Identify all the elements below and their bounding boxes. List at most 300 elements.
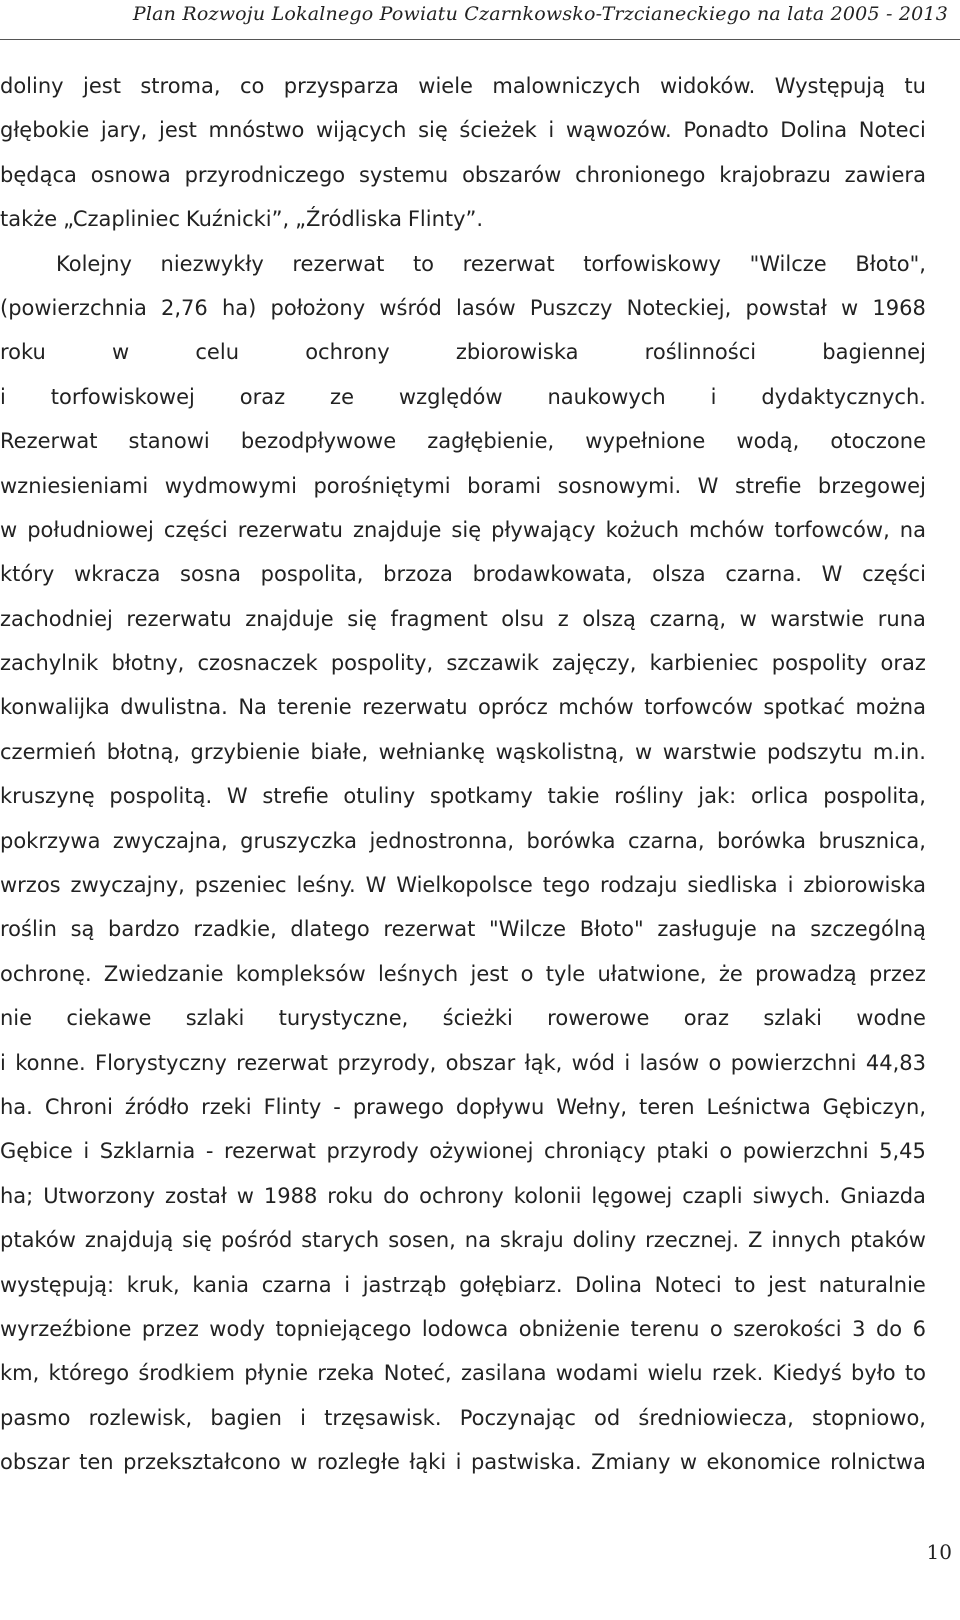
word: lasów — [455, 295, 516, 320]
word: W — [697, 473, 719, 498]
word: stroma, — [140, 74, 221, 98]
word: to — [412, 251, 435, 276]
word: bagien — [210, 1405, 282, 1430]
word: którego — [48, 1361, 130, 1386]
word: czosnaczek — [197, 651, 318, 676]
word: wypełnione — [585, 429, 706, 454]
word: roku — [327, 1183, 374, 1208]
word: Występują — [774, 74, 885, 98]
word: zasilana — [460, 1361, 547, 1386]
word: błotną, — [106, 739, 180, 764]
word: rolnictwa — [830, 1450, 926, 1475]
word: przyrody, — [337, 1050, 437, 1075]
word: sosnowymi. — [557, 473, 682, 498]
word: czarna — [261, 1272, 332, 1297]
word: strefie — [734, 473, 802, 498]
text-line — [0, 1085, 926, 1129]
word: występują: — [0, 1272, 115, 1297]
text-line — [0, 1218, 926, 1262]
word: Gniazda — [840, 1183, 926, 1208]
word: jest — [158, 118, 197, 143]
word: się — [347, 606, 377, 631]
word: pospolity, — [330, 651, 434, 676]
word: wodne — [856, 1006, 926, 1031]
word: rzeki — [201, 1094, 252, 1119]
word: ciekawe — [66, 1006, 152, 1031]
word: rezerwat — [462, 251, 555, 276]
word: rzeka — [317, 1361, 375, 1386]
word: i — [455, 1450, 462, 1475]
word: kruszynę — [0, 784, 95, 809]
word: znajduje — [245, 606, 334, 631]
word: czarną, — [649, 606, 727, 631]
word: bagiennej — [822, 340, 926, 365]
word: Na — [238, 695, 267, 720]
word: na — [899, 517, 926, 542]
word: lasów — [639, 1050, 700, 1075]
word: Kuźnicki”, — [185, 207, 290, 232]
word: Błoto" — [579, 917, 644, 942]
word: rezerwatu — [362, 695, 468, 720]
word: ścieżek — [459, 118, 537, 143]
word: można — [855, 695, 926, 720]
text-line — [0, 242, 926, 286]
word: olsu — [501, 606, 545, 631]
text-line — [0, 1041, 926, 1085]
word: kompleksów — [235, 961, 366, 986]
word: Leśnictwa — [706, 1094, 811, 1119]
word: 6 — [912, 1316, 926, 1341]
text-line — [0, 597, 926, 641]
word: obszar — [445, 1050, 516, 1075]
page-header — [0, 0, 960, 50]
word: o — [708, 1050, 722, 1075]
text-line — [0, 108, 926, 152]
word: W — [226, 784, 248, 809]
word: także — [0, 207, 58, 232]
word: Kiedyś — [772, 1361, 842, 1386]
word: powierzchni — [742, 1139, 869, 1164]
word: szlaki — [185, 1006, 245, 1031]
word: borówka — [716, 828, 807, 853]
word: mchów — [689, 517, 765, 542]
word: łąki — [409, 1450, 447, 1475]
word: szczególną — [810, 917, 926, 942]
word: rzadkie, — [193, 917, 277, 942]
word: Dolina — [780, 118, 848, 143]
word: rezerwat — [223, 1139, 316, 1164]
word: borówka — [526, 828, 616, 853]
word: Błoto", — [855, 251, 926, 276]
word: rezerwatu — [126, 606, 232, 631]
word: Szklarnia — [99, 1139, 196, 1164]
word: zwyczajna, — [112, 828, 228, 853]
word: Wełny, — [556, 1094, 628, 1119]
text-line — [0, 774, 926, 818]
word: szlaki — [763, 1006, 823, 1031]
word: ekonomice — [706, 1450, 821, 1475]
text-line — [0, 330, 926, 374]
word: ha) — [221, 295, 257, 320]
word: porośniętymi — [313, 473, 451, 498]
text-line — [0, 819, 926, 863]
word: chronionego — [575, 162, 706, 187]
word: jest — [83, 74, 121, 98]
word: o — [520, 961, 534, 986]
word: (powierzchnia — [0, 295, 147, 320]
word: w — [290, 1450, 308, 1475]
word: roślin — [0, 917, 57, 942]
word: Gębice — [0, 1139, 73, 1164]
word: olszą — [582, 606, 636, 631]
word: borami — [467, 473, 542, 498]
word: Z — [748, 1228, 763, 1253]
text-line — [0, 1396, 926, 1440]
text-line — [0, 996, 926, 1040]
word: Zmiany — [591, 1450, 671, 1475]
word: kania — [192, 1272, 250, 1297]
word: teren — [639, 1094, 695, 1119]
word: pszeniec — [194, 873, 287, 898]
word: czapli — [682, 1183, 743, 1208]
word: powierzchni — [730, 1050, 857, 1075]
text-line — [0, 286, 926, 330]
word: ochrony — [419, 1183, 504, 1208]
word: łąk, — [524, 1050, 563, 1075]
word: strefie — [262, 784, 329, 809]
word: części — [163, 517, 228, 542]
word: zbiorowiska — [455, 340, 579, 365]
word: grzybienie — [190, 739, 301, 764]
word: ożywionej — [429, 1139, 534, 1164]
word: fragment — [390, 606, 488, 631]
word: osnowa — [90, 162, 171, 187]
text-line — [0, 552, 926, 596]
word: białe, — [310, 739, 369, 764]
word: czarna. — [725, 562, 802, 587]
word: ha; — [0, 1183, 34, 1208]
word: m.in. — [872, 739, 926, 764]
word: tu — [904, 74, 926, 98]
word: rezerwat — [383, 917, 476, 942]
word: naukowych — [547, 384, 666, 409]
word: kożuch — [605, 517, 680, 542]
word: topniejącego — [275, 1316, 412, 1341]
word: obszarów — [462, 162, 562, 187]
word: tego — [542, 873, 591, 898]
text-line — [0, 419, 926, 463]
text-line — [0, 64, 926, 108]
text-line — [0, 1440, 926, 1484]
word: dlatego — [290, 917, 370, 942]
word: zasługuje — [657, 917, 757, 942]
text-line — [0, 952, 926, 996]
word: wody — [209, 1316, 266, 1341]
word: wełniankę — [378, 739, 486, 764]
word: pokrzywa — [0, 828, 101, 853]
word: terenu — [630, 1316, 700, 1341]
word: w — [236, 1183, 254, 1208]
word: Poczynając — [459, 1405, 576, 1430]
word: ha. — [0, 1094, 33, 1119]
word: spotkamy — [429, 784, 533, 809]
word: wydmowymi — [164, 473, 297, 498]
word: "Wilcze — [749, 251, 827, 276]
word: oraz — [880, 651, 926, 676]
word: rzek. — [711, 1361, 764, 1386]
word: ułatwione, — [597, 961, 707, 986]
word: obszar — [0, 1450, 70, 1475]
word: rośliny — [614, 784, 684, 809]
word: otuliny — [343, 784, 416, 809]
word: starych — [301, 1228, 380, 1253]
word: zachylnik — [0, 651, 99, 676]
word: Puszczy — [529, 295, 613, 320]
word: jak: — [698, 784, 737, 809]
word: południowej — [27, 517, 154, 542]
word: i — [710, 384, 717, 409]
word: ochronę. — [0, 961, 92, 986]
word: nie — [0, 1006, 33, 1031]
word: mchów — [558, 695, 634, 720]
word: systemu — [358, 162, 449, 187]
word: gruszyczka — [240, 828, 358, 853]
word: 44,83 — [865, 1050, 926, 1075]
word: w — [739, 606, 757, 631]
word: pospolita, — [823, 784, 926, 809]
word: Wielkopolsce — [396, 873, 533, 898]
word: zajęczy, — [552, 651, 637, 676]
word: tyle — [545, 961, 586, 986]
word: zbiorowiska — [803, 873, 926, 898]
word: wąwozów. — [565, 118, 672, 143]
word: Kolejny — [56, 251, 132, 276]
text-line — [0, 197, 926, 241]
word: torfowiskowy — [583, 251, 721, 276]
word: części — [862, 562, 926, 587]
word: prawego — [352, 1094, 444, 1119]
word: w — [112, 340, 130, 365]
text-line — [0, 375, 926, 419]
word: jest — [470, 961, 509, 986]
word: i — [300, 1405, 306, 1430]
word: W — [821, 562, 843, 587]
word: rezerwat — [292, 251, 385, 276]
word: w — [0, 517, 18, 542]
word: brzoza — [383, 562, 453, 587]
word: który — [0, 562, 55, 587]
word: na — [770, 917, 797, 942]
word: torfowiskowej — [50, 384, 195, 409]
word: lodowca — [421, 1316, 509, 1341]
word: będąca — [0, 162, 77, 187]
word: jest — [768, 1272, 807, 1297]
word: sosna — [180, 562, 241, 587]
word: o — [709, 1316, 723, 1341]
text-line — [0, 1129, 926, 1173]
word: torfowców, — [774, 517, 890, 542]
word: znajdują — [84, 1228, 174, 1253]
word: i — [787, 873, 794, 898]
word: dwulistna. — [120, 695, 228, 720]
word: się — [418, 118, 448, 143]
header-title: Plan Rozwoju Lokalnego Powiatu Czarnkowsko-Trzcianeckiego na lata 2005 - 2013 — [132, 3, 948, 25]
word: i — [0, 1050, 6, 1075]
word: Gębiczyn, — [822, 1094, 926, 1119]
word: znajduje — [352, 517, 442, 542]
word: zawiera — [844, 162, 926, 187]
word: wśród — [379, 295, 442, 320]
word: przekształcono — [123, 1450, 281, 1475]
text-line — [0, 685, 926, 729]
word: że — [718, 961, 743, 986]
word: malowniczych — [492, 74, 641, 98]
word: względów — [398, 384, 503, 409]
word: skraju — [499, 1228, 564, 1253]
word: warstwie — [662, 739, 757, 764]
page-number: 10 — [926, 1540, 952, 1564]
word: wyrzeźbione — [0, 1316, 132, 1341]
word: terenie — [277, 695, 352, 720]
word: brodawkowata, — [472, 562, 633, 587]
word: było — [851, 1361, 896, 1386]
word: niezwykły — [160, 251, 264, 276]
word: roślinności — [644, 340, 757, 365]
word: olsza — [652, 562, 706, 587]
word: ochrony — [305, 340, 390, 365]
word: na — [464, 1228, 491, 1253]
word: mnóstwo — [208, 118, 305, 143]
word: 1988 — [263, 1183, 318, 1208]
word: ptaków — [0, 1228, 76, 1253]
word: kolonii — [513, 1183, 582, 1208]
word: są — [70, 917, 95, 942]
text-line — [0, 1307, 926, 1351]
word: 1968 — [872, 295, 926, 320]
word: prowadzą — [755, 961, 857, 986]
word: obniżenie — [518, 1316, 621, 1341]
text-line — [0, 907, 926, 951]
word: przysparza — [283, 74, 399, 98]
word: przyrodniczego — [184, 162, 346, 187]
word: Noteci — [654, 1272, 722, 1297]
word: "Wilcze — [488, 917, 567, 942]
word: zachodniej — [0, 606, 113, 631]
word: rozległe — [316, 1450, 400, 1475]
word: turystyczne, — [278, 1006, 409, 1031]
word: Chroni — [44, 1094, 113, 1119]
text-line — [0, 1351, 926, 1395]
word: pasmo — [0, 1405, 71, 1430]
word: leśny. — [296, 873, 356, 898]
text-line — [0, 153, 926, 197]
word: ptaków — [850, 1228, 926, 1253]
word: ten — [79, 1450, 114, 1475]
word: do — [383, 1183, 410, 1208]
text-line — [0, 464, 926, 508]
word: przyrody — [326, 1139, 419, 1164]
word: ze — [330, 384, 354, 409]
word: szerokości — [733, 1316, 842, 1341]
word: dydaktycznych. — [761, 384, 926, 409]
word: doliny — [572, 1228, 637, 1253]
word: pospolity — [771, 651, 868, 676]
word: szczawik — [446, 651, 539, 676]
word: położony — [270, 295, 366, 320]
word: brzegowej — [817, 473, 926, 498]
word: wiele — [418, 74, 473, 98]
word: spotkać — [763, 695, 845, 720]
word: ścieżki — [442, 1006, 513, 1031]
word: oraz — [239, 384, 286, 409]
word: bezodpływowe — [240, 429, 397, 454]
word: przez — [141, 1316, 199, 1341]
word: chroniący — [543, 1139, 646, 1164]
word: przez — [868, 961, 926, 986]
word: wkracza — [74, 562, 161, 587]
word: bardzo — [108, 917, 180, 942]
word: błotny, — [111, 651, 185, 676]
word: to — [734, 1272, 756, 1297]
word: - — [205, 1139, 214, 1164]
word: rozlewisk, — [88, 1405, 193, 1430]
word: i — [344, 1272, 351, 1297]
word: Noteć, — [383, 1361, 452, 1386]
word: „Źródliska — [295, 207, 402, 232]
word: Flinty”. — [407, 207, 484, 232]
word: wodą, — [736, 429, 800, 454]
word: celu — [195, 340, 240, 365]
word: „Czapliniec — [63, 207, 180, 232]
word: i — [0, 384, 6, 409]
word: 5,45 — [879, 1139, 926, 1164]
word: sosen, — [388, 1228, 456, 1253]
text-line — [0, 508, 926, 552]
word: krajobrazu — [719, 162, 831, 187]
text-line — [0, 1263, 926, 1307]
word: leśnych — [377, 961, 459, 986]
word: otoczone — [830, 429, 926, 454]
word: oraz — [683, 1006, 730, 1031]
word: orlica — [750, 784, 809, 809]
word: wielu — [647, 1361, 703, 1386]
word: Utworzony — [43, 1183, 156, 1208]
body-text — [0, 64, 926, 1485]
word: gołębiarz. — [459, 1272, 563, 1297]
word: jary, — [100, 118, 148, 143]
word: wijących — [315, 118, 407, 143]
word: i — [624, 1050, 631, 1075]
word: w — [679, 1450, 698, 1475]
text-line — [0, 730, 926, 774]
word: takie — [547, 784, 600, 809]
header-rule — [0, 39, 960, 40]
word: źródło — [124, 1094, 190, 1119]
word: roku — [0, 340, 46, 365]
word: Zwiedzanie — [103, 961, 224, 986]
word: stopniowo, — [811, 1405, 926, 1430]
word: co — [239, 74, 265, 98]
word: rezerwatu — [237, 517, 343, 542]
word: i — [548, 118, 555, 143]
word: doliny — [0, 74, 64, 98]
word: km, — [0, 1361, 40, 1386]
word: siedliska — [687, 873, 778, 898]
word: rowerowe — [547, 1006, 650, 1031]
word: wodami — [555, 1361, 639, 1386]
word: i — [83, 1139, 90, 1164]
word: w — [841, 295, 859, 320]
